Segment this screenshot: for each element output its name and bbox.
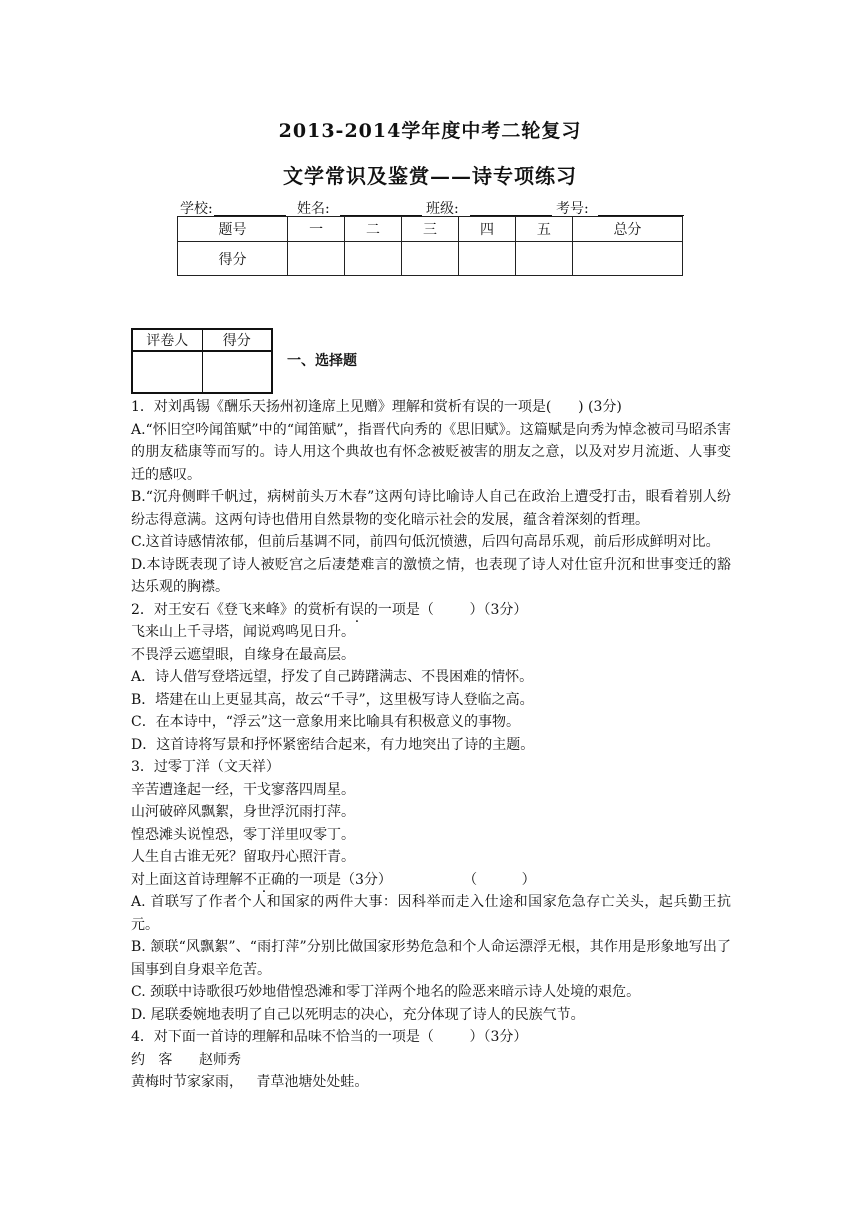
q3-stem: 3．过零丁洋（文天祥） <box>131 759 280 775</box>
reviewer-body-row <box>132 351 272 393</box>
q1-option-a: A.“怀旧空吟闻笛赋”中的“闻笛赋”，指晋代向秀的《思旧赋》。这篇赋是向秀为悼念被司马昭杀害的朋友嵇康等而写的。诗人用这个典故也有怀念被贬被害的朋友之意，以及对岁月流逝、人事变迁的感叹。 <box>131 421 731 483</box>
score-cell[interactable] <box>572 242 682 276</box>
class-label: 班级: <box>426 201 459 217</box>
q3-ask <box>131 869 731 892</box>
q3-poem-line: 人生自古谁无死？留取丹心照汗青。 <box>131 849 355 865</box>
score-header-cell: 三 <box>402 217 459 242</box>
score-value-row <box>178 242 683 276</box>
score-header-cell: 五 <box>515 217 572 242</box>
score-header-cell: 总分 <box>572 217 682 242</box>
q2-option-d: D．这首诗将写景和抒怀紧密结合起来，有力地突出了诗的主题。 <box>131 736 535 753</box>
reviewer-table <box>131 328 273 394</box>
q3-option-c: C. 颈联中诗歌很巧妙地借惶恐滩和零丁洋两个地名的险恶来暗示诗人处境的艰危。 <box>131 984 641 1000</box>
reviewer-score-label: 得分 <box>202 329 272 351</box>
q2-poem-line: 不畏浮云遮望眼，自缘身在最高层。 <box>131 646 355 663</box>
reviewer-label: 评卷人 <box>132 329 202 351</box>
name-label: 姓名: <box>297 201 330 217</box>
q3-ask-emphasis: 正 <box>257 871 271 888</box>
q1-option-d: D.本诗既表现了诗人被贬宫之后凄楚难言的激愤之情，也表现了诗人对仕宦升沉和世事变迁的豁达乐观的胸襟。 <box>131 556 731 595</box>
score-cell[interactable] <box>288 242 345 276</box>
q2-option-a: A．诗人借写登塔远望，抒发了自己踌躇满志、不畏困难的情怀。 <box>131 669 534 685</box>
school-label: 学校: <box>180 201 213 217</box>
q2-stem-pre: 2．对王安石《登飞来峰》的赏析有 <box>131 601 350 618</box>
q2-poem-line: 飞来山上千寻塔，闻说鸡鸣见日升。 <box>131 624 355 640</box>
q3-ask-post: 确的一项是（3分） （ ） <box>271 871 536 888</box>
q3-option-d: D. 尾联委婉地表明了自己以死明志的决心，充分体现了诗人的民族气节。 <box>131 1006 585 1023</box>
page-title: 2013-2014学年度中考二轮复习 <box>278 120 582 142</box>
q3-ask-pre: 对上面这首诗理解不 <box>131 871 257 888</box>
section-title: 一、选择题 <box>287 353 357 369</box>
q3-poem-line: 辛苦遭逢起一经，干戈寥落四周星。 <box>131 781 355 798</box>
q3-poem-line: 惶恐滩头说惶恐，零丁洋里叹零丁。 <box>131 826 355 843</box>
score-cell[interactable] <box>402 242 459 276</box>
reviewer-score-cell[interactable] <box>202 351 272 393</box>
reviewer-cell[interactable] <box>132 351 202 393</box>
exam-no-label: 考号: <box>556 201 589 217</box>
score-table <box>177 216 683 276</box>
q4-stem: 4．对下面一首诗的理解和品味不恰当的一项是（ ）（3分） <box>131 1029 528 1045</box>
q4-poem-title: 约 客 赵师秀 <box>131 1051 242 1068</box>
page-subtitle: 文学常识及鉴赏——诗专项练习 <box>283 164 577 188</box>
score-row-label: 得分 <box>178 242 288 276</box>
score-header-cell: 题号 <box>178 217 288 242</box>
q1-option-b: B.“沉舟侧畔千帆过，病树前头万木春”这两句诗比喻诗人自己在政治上遭受打击，眼看着别人纷纷志得意满。这两句诗也借用自然景物的变化暗示社会的发展，蕴含着深刻的哲理。 <box>131 489 731 528</box>
q2-stem-emphasis: 误 <box>349 601 364 618</box>
q2-option-b: B．塔建在山上更显其高，故云“千寻”，这里极写诗人登临之高。 <box>131 691 534 708</box>
q2-option-c: C．在本诗中，“浮云”这一意象用来比喻具有积极意义的事物。 <box>131 714 521 730</box>
q1-stem: 1．对刘禹锡《酬乐天扬州初逢席上见赠》理解和赏析有误的一项是( ) (3分) <box>131 399 622 415</box>
q4-poem-line: 黄梅时节家家雨， 青草池塘处处蛙。 <box>131 1074 369 1090</box>
q2-stem <box>131 599 731 622</box>
q1-option-c: C.这首诗感情浓郁，但前后基调不同，前四句低沉愤懑，后四句高昂乐观，前后形成鲜明对比。 <box>131 534 720 550</box>
score-cell[interactable] <box>345 242 402 276</box>
question-body <box>131 396 731 1094</box>
score-cell[interactable] <box>515 242 572 276</box>
q3-option-a: A. 首联写了作者个人和国家的两件大事：因科举而走入仕途和国家危急存亡关头，起兵勤王抗元。 <box>131 894 731 933</box>
q2-stem-post: 的一项是（ ）（3分） <box>363 601 528 618</box>
score-header-cell: 一 <box>288 217 345 242</box>
score-header-row <box>178 217 683 242</box>
student-info-row <box>180 198 690 218</box>
q3-poem-line: 山河破碎风飘絮，身世浮沉雨打萍。 <box>131 804 355 820</box>
q3-option-b: B. 颔联“风飘絮”、“雨打萍”分别比做国家形势危急和个人命运漂浮无根，其作用是形象地写出了国事到自身艰辛危苦。 <box>131 939 731 978</box>
reviewer-header-row <box>132 329 272 351</box>
score-header-cell: 二 <box>345 217 402 242</box>
score-header-cell: 四 <box>458 217 515 242</box>
score-cell[interactable] <box>458 242 515 276</box>
